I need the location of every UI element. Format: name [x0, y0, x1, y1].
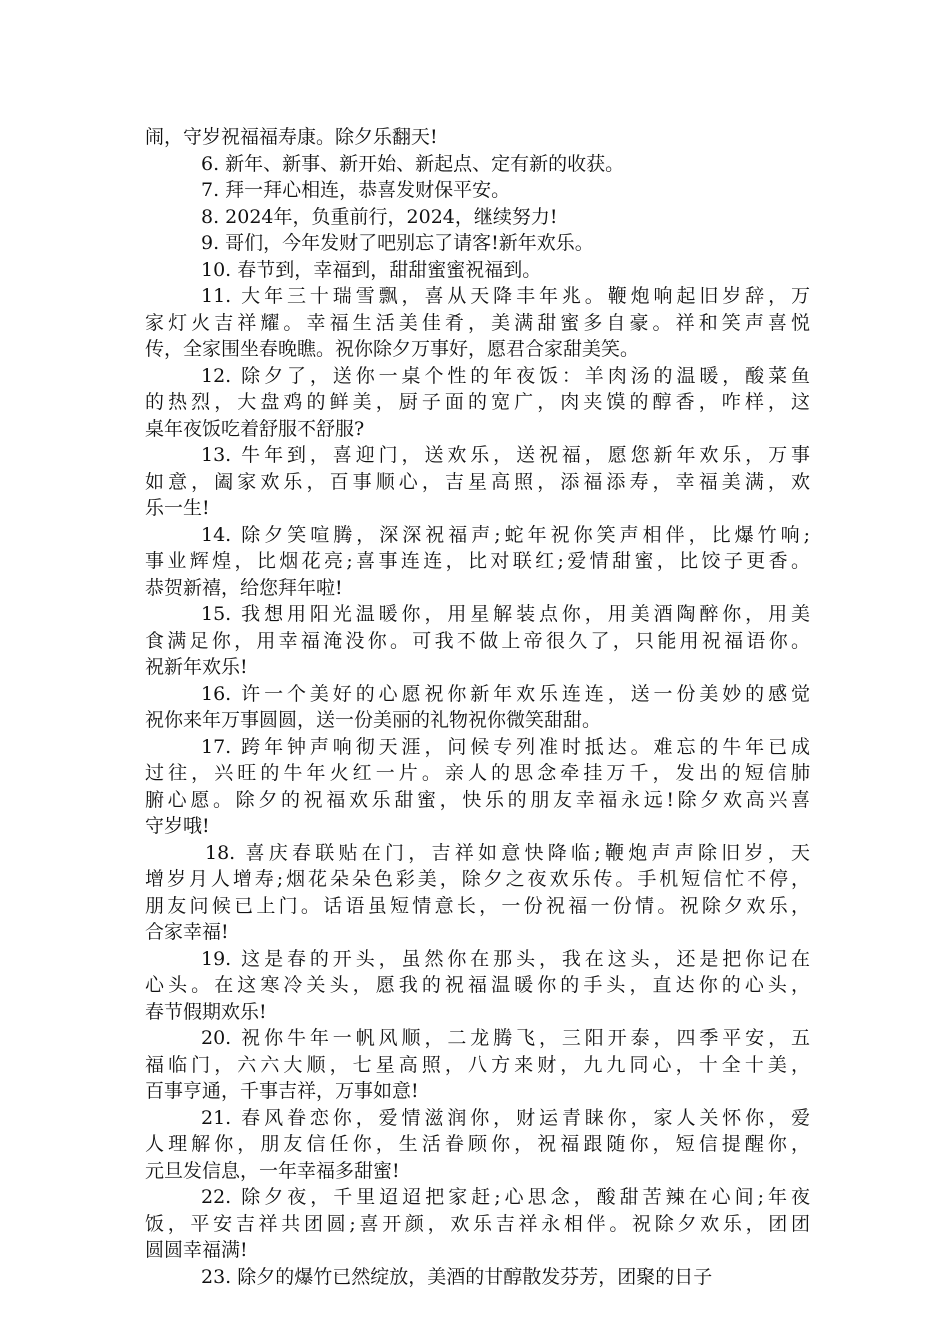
text-line: 祝你来年万事圆圆，送一份美丽的礼物祝你微笑甜甜。: [145, 709, 602, 731]
text-line: 合家幸福!: [145, 921, 229, 943]
text-line: 13. 牛年到，喜迎门，送欢乐，送祝福，愿您新年欢乐，万事: [201, 444, 810, 466]
text-line: 传，全家围坐春晚瞧。祝你除夕万事好，愿君合家甜美笑。: [145, 338, 640, 360]
text-line: 11. 大年三十瑞雪飘，喜从天降丰年兆。鞭炮响起旧岁辞，万: [201, 285, 810, 307]
text-line: 7. 拜一拜心相连，恭喜发财保平安。: [201, 179, 511, 201]
paragraph-item-15: [145, 1025, 810, 1105]
text-line: 饭，平安吉祥共团圆;喜开颜，欢乐吉祥永相伴。祝除夕欢乐，团团: [145, 1212, 810, 1235]
text-line: 的热烈，大盘鸡的鲜美，厨子面的宽广，肉夹馍的醇香，咋样，这: [145, 391, 810, 413]
text-line: 9. 哥们，今年发财了吧别忘了请客!新年欢乐。: [201, 232, 594, 254]
text-line: 春节假期欢乐!: [145, 1000, 267, 1023]
text-line: 百事亨通，千事吉祥，万事如意!: [145, 1080, 419, 1102]
text-line: 闹，守岁祝福福寿康。除夕乐翻天!: [145, 126, 438, 148]
paragraph-item-9: [145, 522, 810, 602]
paragraph-continuation: [145, 124, 810, 151]
paragraph-item-8: [145, 442, 810, 522]
paragraph-item-1: [145, 151, 810, 178]
text-line: 16. 许一个美好的心愿祝你新年欢乐连连，送一份美妙的感觉: [201, 682, 810, 705]
text-line: 守岁哦!: [145, 815, 210, 837]
text-line: 元旦发信息，一年幸福多甜蜜!: [145, 1159, 400, 1182]
text-line: 人理解你，朋友信任你，生活眷顾你，祝福跟随你，短信提醒你，: [145, 1133, 810, 1155]
text-line: 23. 除夕的爆竹已然绽放，美酒的甘醇散发芬芳，团聚的日子: [201, 1265, 713, 1288]
text-line: 家灯火吉祥耀。幸福生活美佳肴，美满甜蜜多自豪。祥和笑声喜悦: [145, 311, 810, 334]
text-line: 增岁月人增寿;烟花朵朵色彩美，除夕之夜欢乐传。手机短信忙不停，: [145, 868, 810, 890]
paragraph-item-12: [145, 734, 810, 840]
paragraph-item-18: [145, 1264, 810, 1291]
text-line: 19. 这是春的开头，虽然你在那头，我在这头，还是把你记在: [201, 947, 810, 970]
paragraph-item-5: [145, 257, 810, 284]
text-line: 乐一生!: [145, 497, 210, 519]
document-body: [145, 124, 810, 1290]
paragraph-item-2: [145, 177, 810, 204]
text-line: 祝新年欢乐!: [145, 656, 248, 678]
paragraph-item-7: [145, 363, 810, 443]
paragraph-item-17: [145, 1184, 810, 1264]
text-line: 8. 2024年，负重前行，2024，继续努力!: [201, 205, 558, 228]
text-line: 22. 除夕夜，千里迢迢把家赶;心思念，酸甜苦辣在心间;年夜: [201, 1186, 810, 1208]
text-line: 17. 跨年钟声响彻天涯，问候专列准时抵达。难忘的牛年已成: [201, 735, 810, 758]
text-line: 食满足你，用幸福淹没你。可我不做上帝很久了，只能用祝福语你。: [145, 629, 810, 652]
text-line: 12. 除夕了，送你一桌个性的年夜饭：羊肉汤的温暖，酸菜鱼: [201, 364, 810, 387]
paragraph-item-16: [145, 1105, 810, 1185]
text-line: 事业辉煌，比烟花亮;喜事连连，比对联红;爱情甜蜜，比饺子更香。: [145, 550, 810, 572]
text-line: 如意，阖家欢乐，百事顺心，吉星高照，添福添寿，幸福美满，欢: [145, 470, 810, 493]
text-line: 21. 春风眷恋你，爱情滋润你，财运青睐你，家人关怀你，爱: [201, 1106, 810, 1129]
text-line: 10. 春节到，幸福到，甜甜蜜蜜祝福到。: [201, 258, 542, 281]
text-line: 朋友问候已上门。话语虽短情意长，一份祝福一份情。祝除夕欢乐，: [145, 894, 810, 917]
text-line: 过往，兴旺的牛年火红一片。亲人的思念牵挂万千，发出的短信肺: [145, 762, 810, 784]
text-line: 福临门，六六大顺，七星高照，八方来财，九九同心，十全十美，: [145, 1053, 810, 1076]
text-line: 18. 喜庆春联贴在门，吉祥如意快降临;鞭炮声声除旧岁，天: [205, 841, 810, 864]
text-line: 圆圆幸福满!: [145, 1239, 248, 1261]
text-line: 心头。在这寒冷关头，愿我的祝福温暖你的手头，直达你的心头，: [145, 974, 810, 996]
paragraph-item-6: [145, 283, 810, 363]
text-line: 15. 我想用阳光温暖你，用星解装点你，用美酒陶醉你，用美: [201, 603, 810, 625]
paragraph-item-14: [145, 946, 810, 1026]
text-line: 桌年夜饭吃着舒服不舒服?: [145, 417, 365, 440]
text-line: 恭贺新禧，给您拜年啦!: [145, 576, 343, 599]
text-line: 20. 祝你牛年一帆风顺，二龙腾飞，三阳开泰，四季平安，五: [201, 1027, 810, 1049]
text-line: 6. 新年、新事、新开始、新起点、定有新的收获。: [201, 152, 625, 175]
paragraph-item-11: [145, 681, 810, 734]
paragraph-item-10: [145, 601, 810, 681]
paragraph-item-3: [145, 204, 810, 231]
text-line: 14. 除夕笑喧腾，深深祝福声;蛇年祝你笑声相伴，比爆竹响;: [201, 523, 810, 546]
text-line: 腑心愿。除夕的祝福欢乐甜蜜，快乐的朋友幸福永远!除夕欢高兴喜: [145, 788, 810, 811]
paragraph-item-4: [145, 230, 810, 257]
paragraph-item-13: [145, 840, 810, 946]
